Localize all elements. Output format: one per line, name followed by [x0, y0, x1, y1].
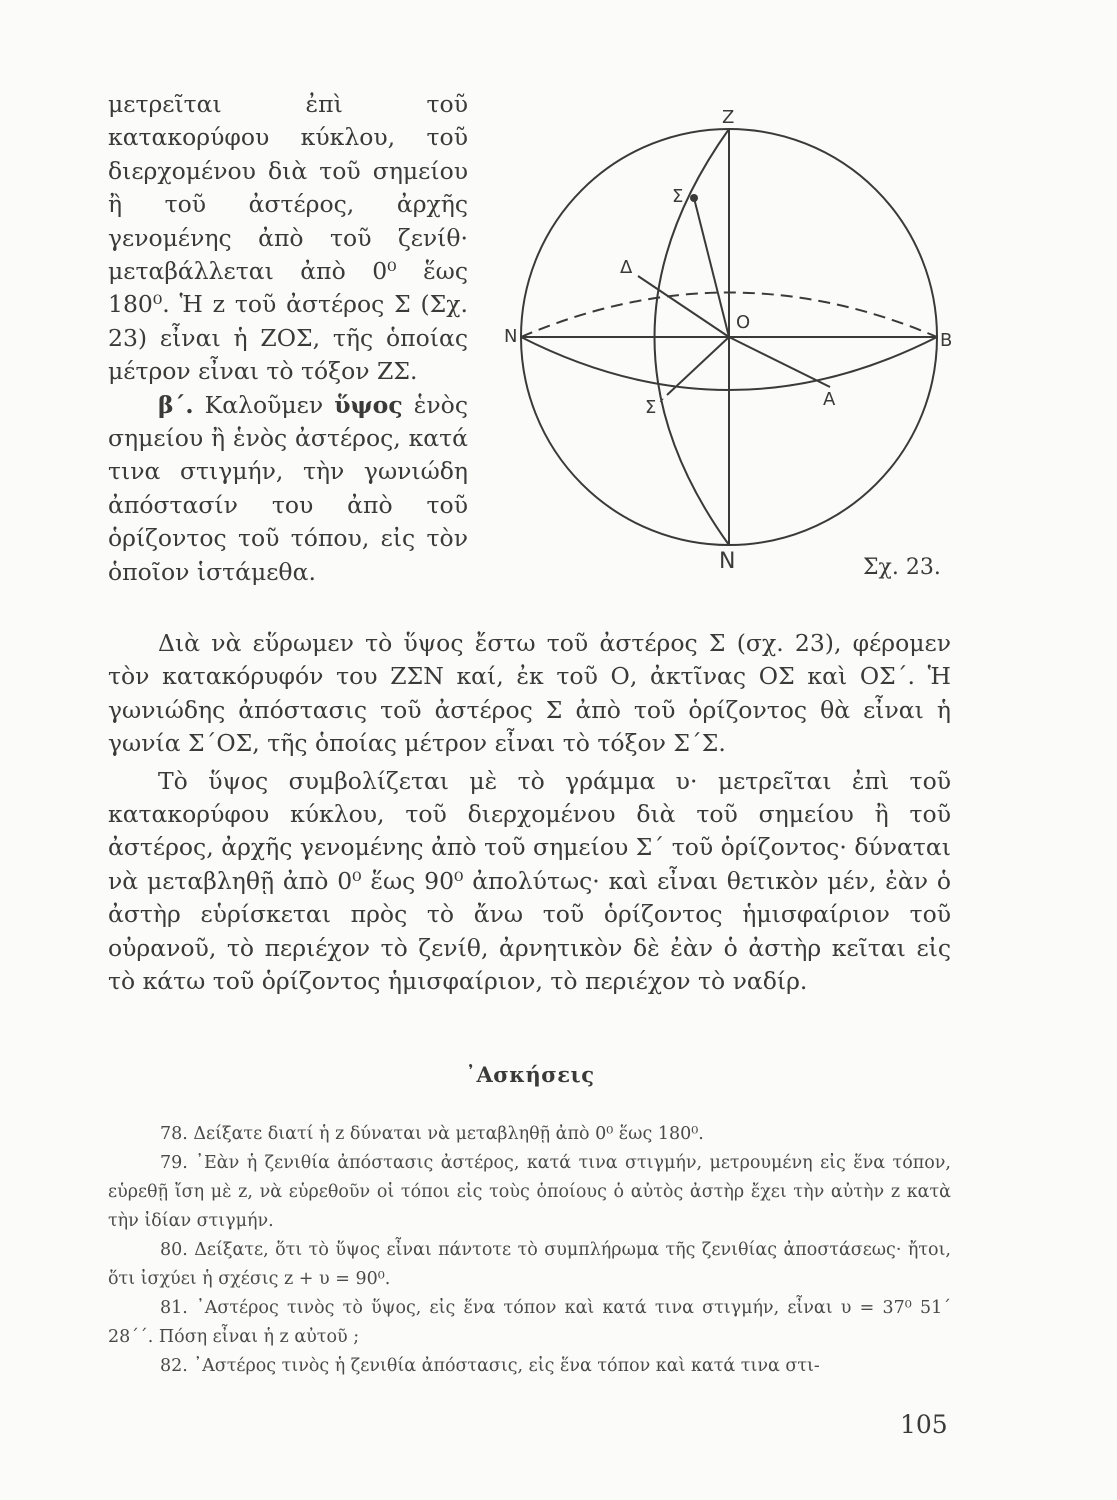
page-number: 105 — [900, 1410, 948, 1439]
exercise-78: 78. Δείξατε διατί ἡ z δύναται νὰ μεταβληθῇ ἀπὸ 0⁰ ἕως 180⁰. — [160, 1124, 704, 1144]
paragraph-2-intro: Καλοῦμεν — [193, 390, 335, 419]
label-star-projection: Σ΄ — [645, 397, 666, 418]
body-paragraph-2: Τὸ ὕψος συμβολίζεται μὲ τὸ γράμμα υ· μετρεῖται ἐπὶ τοῦ κατακορύφου κύκλου, τοῦ διερχομένου διὰ τοῦ σημείου ἢ τοῦ ἀστέρος, ἀρχῆς γενομένης ἀπὸ τοῦ σημείου Σ΄ τοῦ ὁρίζοντος· δύναται νὰ μεταβληθῇ ἀπὸ 0⁰ ἕως 90⁰ ἀπολύτως· καὶ εἶναι θετικὸν μέν, ἐὰν ὁ ἀστὴρ εὑρίσκεται πρὸς τὸ ἄνω τοῦ ὁρίζοντος ἡμισφαίριον τοῦ οὐρανοῦ, τὸ περιέχον τὸ ζενίθ, ἀρνητικὸν δὲ ἐὰν ὁ ἀστὴρ κεῖται εἰς τὸ κάτω τοῦ ὁρίζοντος ἡμισφαίριον, τὸ περιέχον τὸ ναδίρ. — [108, 766, 951, 996]
figure-caption: Σχ. 23. — [863, 555, 941, 580]
radius-to-alpha — [729, 337, 830, 387]
radius-to-star-projection — [667, 337, 729, 395]
celestial-sphere-diagram — [500, 98, 970, 598]
label-delta: Δ — [620, 257, 633, 278]
star-point — [690, 194, 698, 202]
term-altitude: ὕψος — [334, 390, 403, 419]
left-paragraph-1: μετρεῖται ἐπὶ τοῦ κατακορύφου κύκλου, τοῦ διερχομένου διὰ τοῦ σημείου ἢ τοῦ ἀστέρος, ἀρχῆς γενομένης ἀπὸ τοῦ ζενίθ· μεταβάλλεται ἀπὸ 0⁰ ἕως 180⁰. Ἡ z τοῦ ἀστέρος Σ (Σχ. 23) εἶναι ἡ ΖΟΣ, τῆς ὁποίας μέτρον εἶναι τὸ τόξον ΖΣ. — [108, 90, 468, 386]
exercise-79: 79. ᾿Εὰν ἡ ζενιθία ἀπόστασις ἀστέρος, κατά τινα στιγμήν, μετρουμένη εἰς ἕνα τόπον, εὑρεθῇ ἴση μὲ z, νὰ εὑρεθοῦν οἱ τόποι εἰς τοὺς ὁποίους ὁ αὐτὸς ἀστὴρ ἔχει τὴν αὐτὴν z κατὰ τὴν ἰδίαν στιγμήν. — [108, 1153, 951, 1231]
label-zenith: Z — [722, 107, 735, 128]
label-alpha: A — [823, 389, 836, 410]
label-star: Σ — [672, 186, 684, 207]
label-center: O — [736, 312, 751, 333]
main-text — [108, 627, 951, 998]
exercises-heading: ᾿Ασκήσεις — [465, 1062, 595, 1087]
celestial-sphere-figure — [500, 98, 970, 598]
paragraph-2-rest: ἑνὸς σημείου ἢ ἑνὸς ἀστέρος, κατά τινα στιγμήν, τὴν γωνιώδη ἀπόστασίν του ἀπὸ τοῦ ὁρίζοντος τοῦ τόπου, εἰς τὸν ὁποῖον ἱστάμεθα. — [108, 390, 468, 586]
body-paragraph-1: Διὰ νὰ εὕρωμεν τὸ ὕψος ἔστω τοῦ ἀστέρος Σ (σχ. 23), φέρομεν τὸν κατακόρυφόν του ΖΣΝ καί, ἐκ τοῦ Ο, ἀκτῖνας ΟΣ καὶ ΟΣ΄. Ἡ γωνιώδης ἀπόστασις τοῦ ἀστέρος Σ ἀπὸ τοῦ ὁρίζοντος θὰ εἶναι ἡ γωνία Σ΄ΟΣ, τῆς ὁποίας μέτρον εἶναι τὸ τόξον Σ΄Σ. — [108, 629, 951, 758]
item-label-beta: β΄. — [158, 390, 194, 419]
exercise-82: 82. ᾿Αστέρος τινὸς ἡ ζενιθία ἀπόστασις, εἰς ἕνα τόπον καὶ κατά τινα στι- — [160, 1356, 820, 1376]
label-north: N — [504, 326, 518, 347]
left-paragraph-2 — [108, 389, 468, 589]
exercise-80: 80. Δείξατε, ὅτι τὸ ὕψος εἶναι πάντοτε τὸ συμπλήρωμα τῆς ζενιθίας ἀποστάσεως· ἤτοι, ὅτι ἰσχύει ἡ σχέσις z + υ = 90⁰. — [108, 1240, 951, 1289]
exercises-list — [108, 1120, 951, 1381]
label-east: B — [940, 330, 953, 351]
left-column-text — [108, 88, 468, 589]
label-nadir: N — [719, 549, 736, 574]
exercise-81: 81. ᾿Αστέρος τινὸς τὸ ὕψος, εἰς ἕνα τόπον καὶ κατά τινα στιγμήν, εἶναι υ = 37⁰ 51΄ 28΄΄. Πόση εἶναι ἡ z αὐτοῦ ; — [108, 1298, 951, 1347]
